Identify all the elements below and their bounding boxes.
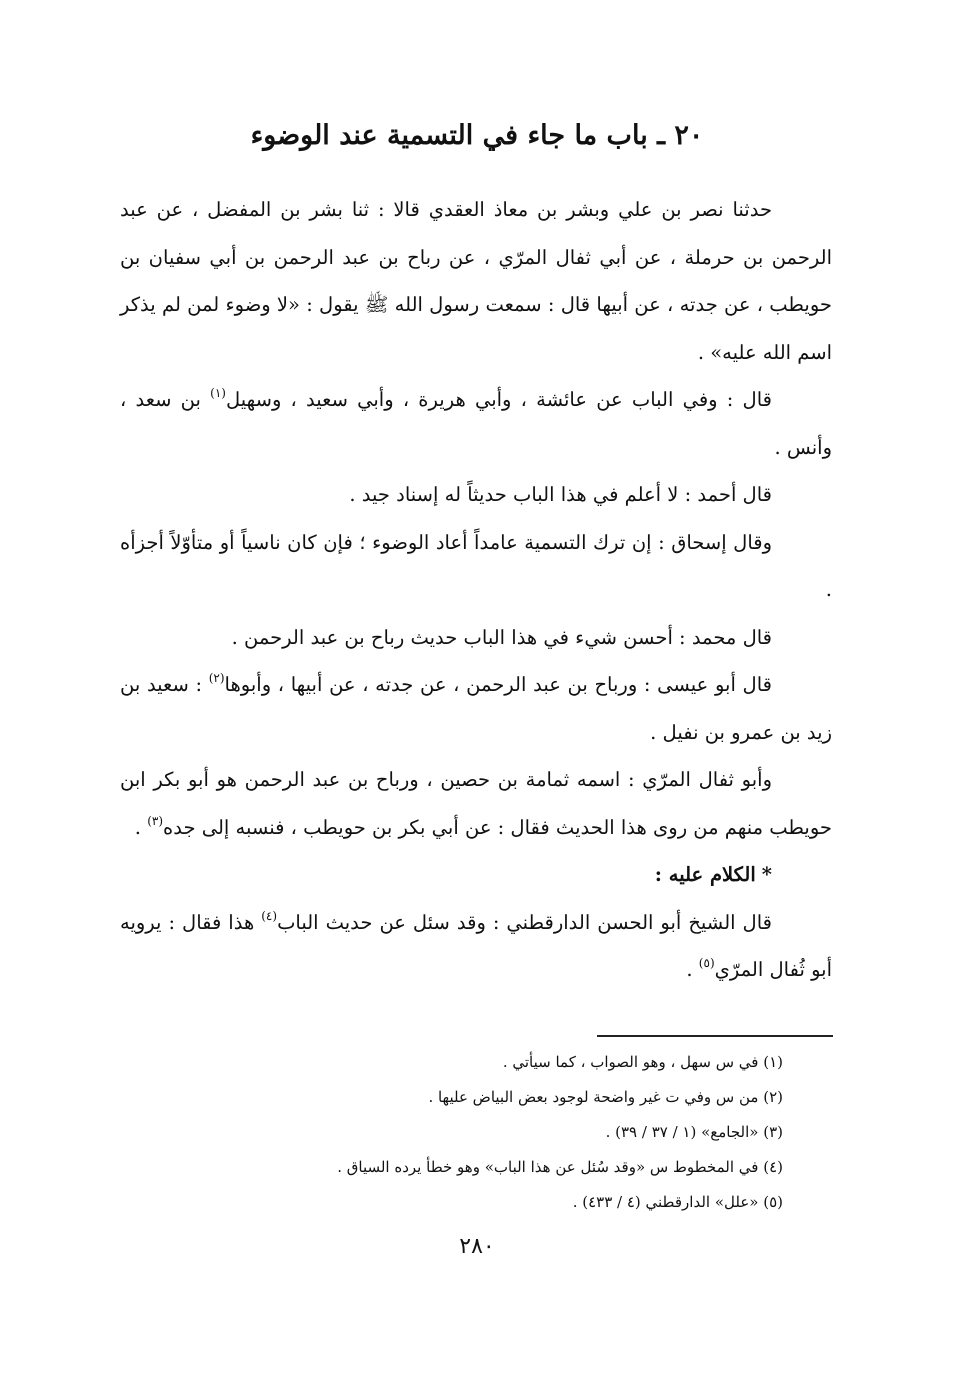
text-run: هذا فقال : يرويه أبو ثُفال المرّي bbox=[120, 910, 832, 981]
footnote: (١) في س سهل ، وهو الصواب ، كما سيأتي . bbox=[502, 1053, 783, 1071]
text-run: وأبو ثفال المرّي : اسمه ثمامة بن حصين ، ورباح بن عبد الرحمن هو أبو بكر ابن حويطب منهم من روى هذا الحديث فقال : عن أبي بكر بن حويطب ، فنسبه إلى جده bbox=[120, 768, 832, 839]
footnote: (٣) «الجامع» (١ / ٣٧ / ٣٩) . bbox=[605, 1123, 783, 1141]
text-run: : سعيد بن زيد بن عمرو بن نفيل . bbox=[120, 673, 832, 744]
text-run: قال : وفي الباب عن عائشة ، وأبي هريرة ، وأبي سعيد ، وسهيل bbox=[225, 388, 772, 411]
hadith-paragraph: حدثنا نصر بن علي وبشر بن معاذ العقدي قالا : ثنا بشر بن المفضل ، عن عبد الرحمن بن حرملة ، عن أبي ثفال المرّي ، عن رباح بن عبد الرحمن بن أبي سفيان بن حويطب ، عن جدته ، عن أبيها قال : سمعت رسول الله ﷺ يقول : «لا وضوء لمن لم يذكر اسم الله عليه» . bbox=[120, 198, 832, 364]
footnotes bbox=[240, 1045, 783, 1220]
footnote-ref: (١) bbox=[210, 386, 226, 400]
bab-paragraph bbox=[120, 376, 832, 471]
footnote-ref: (٤) bbox=[261, 908, 278, 923]
text-run: بن سعد ، وأنس . bbox=[120, 388, 832, 459]
footnote-separator bbox=[597, 1035, 833, 1037]
ahmad-paragraph: قال أحمد : لا أعلم في هذا الباب حديثاً له إسناد جيد . bbox=[349, 483, 772, 506]
footnote-ref: (٢) bbox=[208, 671, 225, 685]
text-run: . bbox=[134, 815, 148, 839]
chapter-title: ٢٠ ـ باب ما جاء في التسمية عند الوضوء bbox=[250, 120, 704, 151]
asterisk-icon: * bbox=[761, 863, 772, 886]
abu-isa-paragraph bbox=[120, 661, 832, 756]
footnote-ref: (٥) bbox=[698, 956, 715, 970]
text-run: قال الشيخ أبو الحسن الدارقطني : وقد سئل عن حديث الباب bbox=[277, 910, 772, 934]
footnote: (٤) في المخطوط س «وقد سُئل عن هذا الباب» وهو خطأ يرده السياق . bbox=[337, 1158, 783, 1176]
text-run: . bbox=[686, 958, 699, 981]
footnote: (٢) من س وفي ت غير واضحة لوجود بعض البياض عليها . bbox=[428, 1088, 783, 1106]
muhammad-paragraph: قال محمد : أحسن شيء في هذا الباب حديث رباح بن عبد الرحمن . bbox=[231, 625, 772, 649]
text-run: قال أبو عيسى : ورباح بن عبد الرحمن ، عن جدته ، عن أبيها ، وأبوها bbox=[224, 673, 772, 696]
daraqutni-paragraph bbox=[120, 899, 832, 994]
main-text bbox=[120, 186, 832, 994]
page-number: ٢٨٠ bbox=[459, 1234, 495, 1259]
section-heading bbox=[120, 851, 832, 899]
footnote: (٥) «علل» الدارقطني (٤ / ٤٣٣) . bbox=[572, 1193, 783, 1211]
ishaq-paragraph: وقال إسحاق : إن ترك التسمية عامداً أعاد الوضوء ؛ فإن كان ناسياً أو متأوّلاً أجزأه . bbox=[120, 530, 832, 601]
section-heading-text: الكلام عليه : bbox=[654, 863, 756, 886]
abu-thifal-paragraph bbox=[120, 756, 832, 851]
footnote-ref: (٣) bbox=[147, 813, 164, 828]
